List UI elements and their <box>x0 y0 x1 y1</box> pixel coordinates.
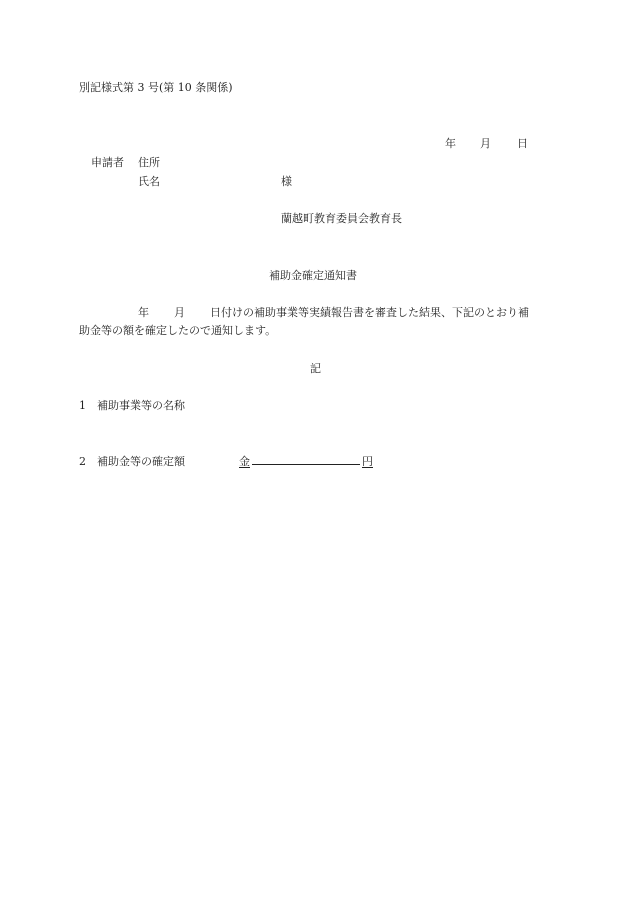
item-2-number: 2 <box>79 455 86 468</box>
item-1-label: 補助事業等の名称 <box>97 399 185 412</box>
form-number: 別記様式第 3 号(第 10 条関係) <box>79 81 233 94</box>
issuer: 蘭越町教育委員会教育長 <box>281 212 402 225</box>
item-1-number: 1 <box>79 399 86 412</box>
amount-prefix: 金 <box>239 455 250 468</box>
applicant-label: 申請者 <box>91 156 124 169</box>
item-2-label: 補助金等の確定額 <box>97 455 185 468</box>
honorific: 様 <box>281 175 292 188</box>
body-line-2: 助金等の額を確定したので通知します。 <box>79 324 277 337</box>
document-title: 補助金確定通知書 <box>269 269 357 282</box>
date-year-label: 年 <box>445 137 456 150</box>
item-2-amount <box>239 456 373 467</box>
amount-blank-line <box>252 463 360 465</box>
ki-heading: 記 <box>310 362 321 375</box>
address-label: 住所 <box>138 156 160 169</box>
body-year-label: 年 <box>138 306 149 319</box>
body-line-1: 日付けの補助事業等実績報告書を審査した結果、下記のとおり補 <box>210 306 529 319</box>
name-label: 氏名 <box>138 175 160 188</box>
body-month-label: 月 <box>174 306 185 319</box>
date-day-label: 日 <box>517 137 528 150</box>
date-month-label: 月 <box>480 137 491 150</box>
amount-suffix: 円 <box>362 455 373 468</box>
